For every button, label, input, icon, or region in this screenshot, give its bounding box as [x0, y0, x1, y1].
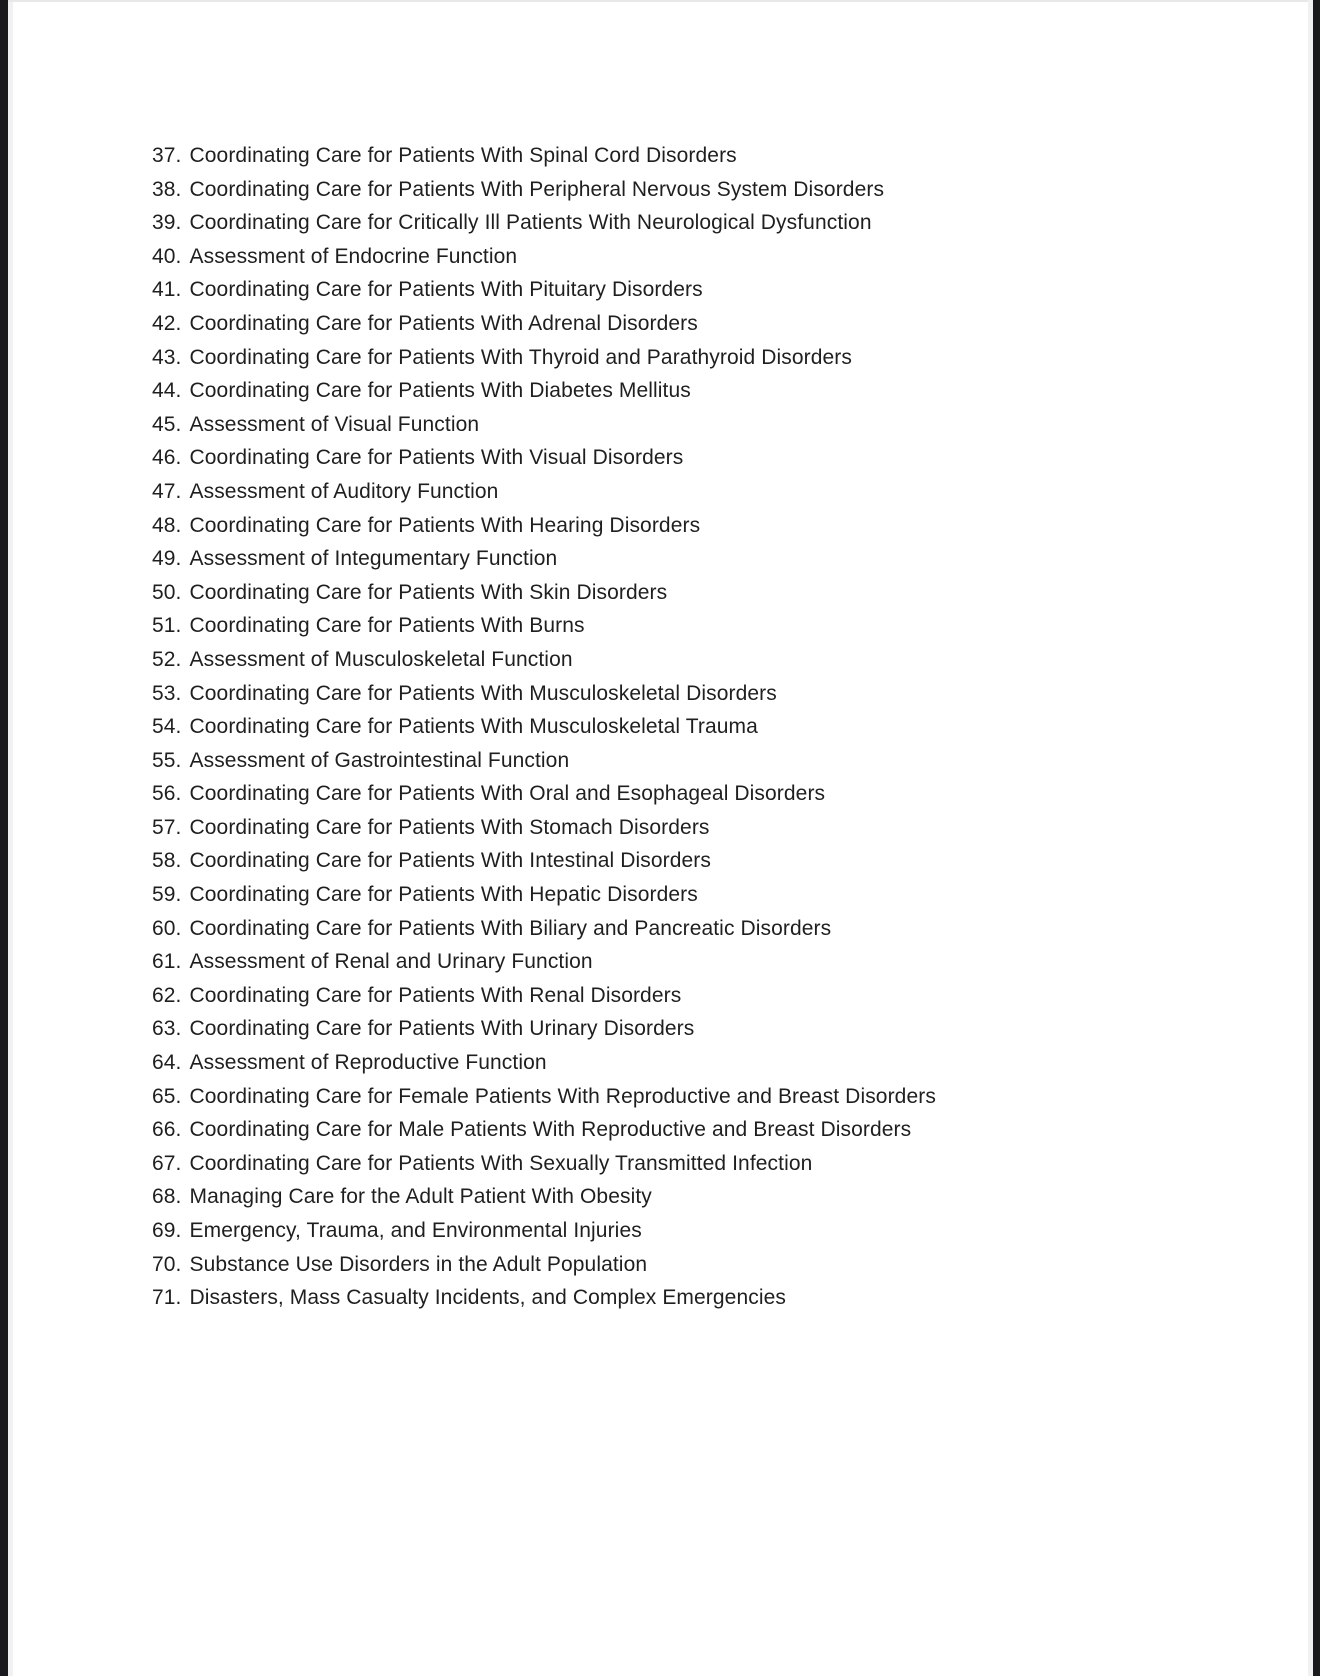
toc-item	[152, 1180, 936, 1214]
toc-item-number: 48.	[152, 513, 182, 537]
toc-item	[152, 1147, 936, 1181]
toc-item-title: Substance Use Disorders in the Adult Population	[189, 1252, 648, 1276]
toc-item-title: Coordinating Care for Patients With Hearing Disorders	[189, 513, 701, 537]
toc-item-number: 50.	[152, 580, 182, 604]
toc-item-title: Coordinating Care for Patients With Renal Disorders	[189, 983, 682, 1007]
toc-item	[152, 341, 936, 375]
toc-item	[152, 1281, 936, 1315]
toc-item-title: Emergency, Trauma, and Environmental Injuries	[189, 1219, 642, 1242]
toc-item	[152, 374, 936, 408]
toc-item-title: Coordinating Care for Patients With Burns	[189, 614, 585, 638]
toc-item-number: 43.	[152, 345, 182, 369]
toc-item-title: Coordinating Care for Female Patients With Reproductive and Breast Disorders	[189, 1084, 936, 1108]
toc-item-number: 64.	[152, 1051, 182, 1075]
toc-item	[152, 206, 936, 240]
toc-item-title: Coordinating Care for Patients With Pituitary Disorders	[189, 278, 703, 302]
top-hairline	[8, 0, 1313, 2]
toc-item	[152, 643, 936, 677]
toc-item	[152, 173, 936, 207]
toc-item-title: Assessment of Musculoskeletal Function	[189, 647, 573, 671]
toc-item	[152, 979, 936, 1013]
toc-item-title: Coordinating Care for Male Patients With Reproductive and Breast Disorders	[189, 1118, 912, 1142]
toc-item-title: Coordinating Care for Patients With Sexually Transmitted Infection	[189, 1151, 813, 1175]
toc-item	[152, 441, 936, 475]
toc-item	[152, 139, 936, 173]
toc-item-title: Assessment of Auditory Function	[189, 479, 499, 503]
toc-item-title: Assessment of Reproductive Function	[189, 1051, 547, 1075]
toc-item	[152, 576, 936, 610]
toc-item-number: 49.	[152, 547, 182, 571]
toc-item-title: Coordinating Care for Patients With Visual Disorders	[189, 446, 684, 470]
document-page	[13, 0, 1308, 1676]
toc-item-title: Coordinating Care for Patients With Peripheral Nervous System Disorders	[189, 177, 885, 201]
toc-item-title: Coordinating Care for Patients With Biliary and Pancreatic Disorders	[189, 916, 832, 940]
toc-item	[152, 475, 936, 509]
toc-item-number: 56.	[152, 782, 182, 806]
toc-item-title: Coordinating Care for Patients With Musculoskeletal Disorders	[189, 681, 777, 705]
toc-item-number: 53.	[152, 681, 182, 705]
toc-item-number: 52.	[152, 647, 182, 671]
toc-item	[152, 1248, 936, 1282]
toc-item-title: Coordinating Care for Patients With Intestinal Disorders	[189, 849, 711, 873]
toc-item	[152, 240, 936, 274]
toc-item-number: 55.	[152, 748, 182, 772]
toc-item-number: 47.	[152, 479, 182, 503]
toc-item-number: 45.	[152, 412, 182, 436]
toc-item-number: 39.	[152, 211, 182, 235]
toc-item-number: 51.	[152, 614, 182, 638]
toc-item-number: 66.	[152, 1118, 182, 1142]
toc-item	[152, 273, 936, 307]
toc-item-title: Coordinating Care for Patients With Stomach Disorders	[189, 815, 710, 839]
toc-item-title: Coordinating Care for Patients With Urinary Disorders	[189, 1017, 695, 1041]
toc-item-title: Assessment of Integumentary Function	[189, 547, 558, 571]
toc-item-number: 68.	[152, 1185, 182, 1209]
toc-item-number: 41.	[152, 278, 182, 302]
toc-item-title: Disasters, Mass Casualty Incidents, and Complex Emergencies	[189, 1286, 786, 1310]
toc-item-number: 71.	[152, 1286, 182, 1310]
toc-item-title: Coordinating Care for Patients With Adrenal Disorders	[189, 311, 698, 335]
toc-item-number: 60.	[152, 916, 182, 940]
toc-item-title: Coordinating Care for Patients With Thyroid and Parathyroid Disorders	[189, 345, 852, 369]
toc-item	[152, 1214, 936, 1248]
toc-item-title: Coordinating Care for Patients With Hepatic Disorders	[189, 883, 698, 907]
toc-item-number: 40.	[152, 244, 182, 268]
left-black-edge-bar	[0, 0, 8, 1676]
toc-item	[152, 1046, 936, 1080]
toc-item	[152, 542, 936, 576]
toc-item	[152, 744, 936, 778]
toc-item-number: 37.	[152, 144, 182, 167]
toc-item-number: 42.	[152, 311, 182, 335]
right-black-edge-bar	[1313, 0, 1320, 1676]
toc-item-title: Assessment of Visual Function	[189, 412, 480, 436]
toc-item-number: 69.	[152, 1219, 182, 1242]
toc-item-title: Assessment of Gastrointestinal Function	[189, 748, 570, 772]
toc-item-title: Coordinating Care for Patients With Diabetes Mellitus	[189, 379, 691, 403]
toc-item-number: 57.	[152, 815, 182, 839]
toc-item	[152, 677, 936, 711]
toc-item-title: Assessment of Renal and Urinary Function	[189, 950, 593, 974]
toc-item	[152, 307, 936, 341]
toc-item-title: Coordinating Care for Critically Ill Patients With Neurological Dysfunction	[189, 211, 872, 235]
toc-item-number: 59.	[152, 883, 182, 907]
toc-item-number: 54.	[152, 715, 182, 739]
toc-item-title: Assessment of Endocrine Function	[189, 244, 518, 268]
toc-item	[152, 878, 936, 912]
toc-item	[152, 609, 936, 643]
toc-item-number: 62.	[152, 983, 182, 1007]
toc-item-number: 67.	[152, 1151, 182, 1175]
toc-item-title: Coordinating Care for Patients With Oral and Esophageal Disorders	[189, 782, 826, 806]
toc-item	[152, 408, 936, 442]
toc-list	[152, 139, 936, 1315]
toc-item	[152, 777, 936, 811]
toc-item-title: Coordinating Care for Patients With Spinal Cord Disorders	[189, 144, 737, 167]
toc-item	[152, 1113, 936, 1147]
toc-item	[152, 710, 936, 744]
toc-item-number: 44.	[152, 379, 182, 403]
toc-item-title: Coordinating Care for Patients With Skin Disorders	[189, 580, 668, 604]
toc-item	[152, 1012, 936, 1046]
toc-item	[152, 945, 936, 979]
toc-item-number: 63.	[152, 1017, 182, 1041]
toc-item-number: 46.	[152, 446, 182, 470]
toc-item-number: 58.	[152, 849, 182, 873]
toc-item-number: 65.	[152, 1084, 182, 1108]
toc-item-title: Managing Care for the Adult Patient With Obesity	[189, 1185, 652, 1209]
toc-item	[152, 509, 936, 543]
toc-item-title: Coordinating Care for Patients With Musculoskeletal Trauma	[189, 715, 758, 739]
toc-item	[152, 1080, 936, 1114]
toc-item-number: 61.	[152, 950, 182, 974]
toc-item-number: 38.	[152, 177, 182, 201]
toc-item	[152, 844, 936, 878]
toc-item	[152, 811, 936, 845]
toc-item-number: 70.	[152, 1252, 182, 1276]
toc-item	[152, 912, 936, 946]
